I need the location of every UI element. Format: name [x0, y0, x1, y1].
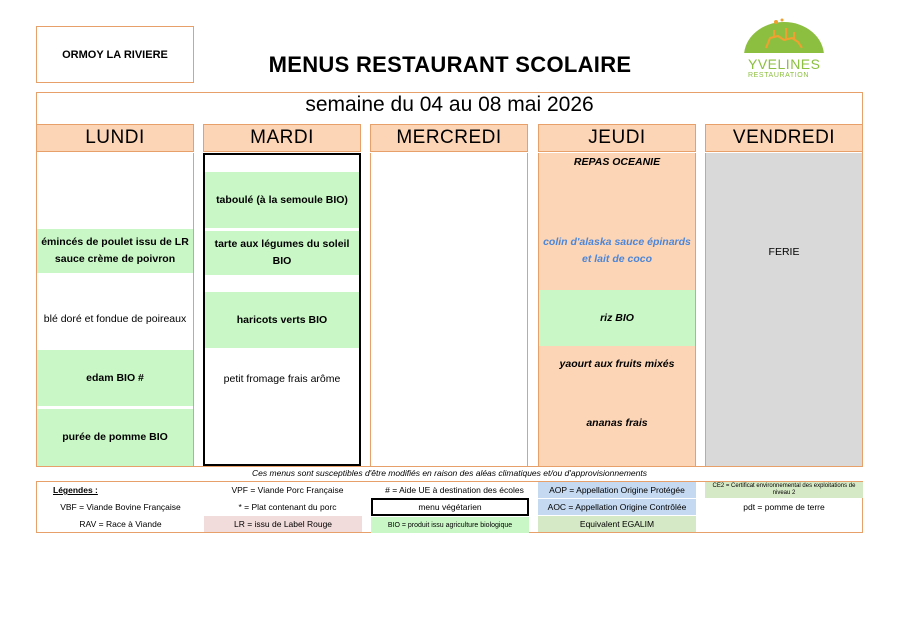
jeudi-main-dish: colin d'alaska sauce épinards et lait de coco	[543, 236, 691, 265]
logo-subtitle: RESTAURATION	[748, 72, 809, 79]
town-name: ORMOY LA RIVIERE	[62, 48, 168, 61]
mardi-starter: taboulé (à la semoule BIO)	[205, 172, 359, 228]
legend-box	[36, 481, 863, 533]
day-header-jeudi	[538, 124, 696, 152]
day-label: MERCREDI	[396, 127, 502, 148]
column-vendredi	[705, 153, 863, 466]
legend-bio: BIO = produit issu agriculture biologique	[371, 517, 529, 533]
legend-pdt: pdt = pomme de terre	[743, 502, 825, 512]
logo	[736, 16, 832, 84]
jeudi-theme: REPAS OCEANIE	[573, 155, 661, 168]
town-name-box	[36, 26, 194, 83]
legend-rav: RAV = Race à Viande	[79, 519, 162, 529]
day-label: MARDI	[250, 127, 314, 148]
lundi-side-dish: blé doré et fondue de poireaux	[43, 312, 187, 325]
legend-porc: * = Plat contenant du porc	[238, 502, 337, 512]
mardi-main-dish: tarte aux légumes du soleil BIO	[205, 231, 359, 275]
jeudi-cheese: yaourt aux fruits mixés	[559, 357, 675, 370]
column-mercredi	[370, 153, 528, 466]
logo-emblem-icon	[736, 16, 832, 60]
jeudi-dessert: ananas frais	[586, 416, 648, 429]
legend-ce2: CE2 = Certificat environnemental des exploitations de niveau 2	[705, 482, 863, 498]
day-label: JEUDI	[588, 127, 646, 148]
week-title: semaine du 04 au 08 mai 2026	[305, 93, 594, 116]
mardi-side-dish: haricots verts BIO	[205, 292, 359, 348]
legend-aide-ue: # = Aide UE à destination des écoles	[385, 485, 524, 495]
jeudi-side-dish: riz BIO	[539, 290, 695, 346]
day-label: LUNDI	[85, 127, 145, 148]
legend-title: Légendes :	[53, 485, 98, 495]
lundi-cheese: edam BIO #	[37, 350, 193, 406]
column-lundi	[36, 153, 194, 466]
day-header-mercredi	[370, 124, 528, 152]
lundi-dessert: purée de pomme BIO	[37, 409, 193, 466]
day-label: VENDREDI	[732, 127, 836, 148]
vendredi-ferie: FERIE	[768, 245, 800, 258]
lundi-main-dish: émincés de poulet issu de LR sauce crème de poivron	[37, 229, 193, 273]
day-header-mardi	[203, 124, 361, 152]
day-header-lundi	[36, 124, 194, 152]
mardi-cheese: petit fromage frais arôme	[223, 372, 341, 385]
legend-vbf: VBF = Viande Bovine Française	[60, 502, 181, 512]
column-mardi	[203, 153, 361, 466]
legend-vegetarien: menu végétarien	[371, 498, 529, 516]
legend-egalim: Equivalent EGALIM	[538, 516, 696, 532]
logo-brand: YVELINES	[748, 56, 821, 72]
column-jeudi	[538, 153, 696, 466]
legend-aoc: AOC = Appellation Origine Contrôlée	[538, 499, 696, 515]
day-header-vendredi	[705, 124, 863, 152]
disclaimer-note: Ces menus sont susceptibles d'être modifiés en raison des aléas climatiques et/ou d'approvisionnements	[252, 468, 647, 478]
page-title: MENUS RESTAURANT SCOLAIRE	[268, 52, 632, 77]
legend-aop: AOP = Appellation Origine Protégée	[538, 482, 696, 498]
legend-label-rouge: LR = issu de Label Rouge	[204, 516, 362, 532]
legend-vpf: VPF = Viande Porc Française	[231, 485, 344, 495]
